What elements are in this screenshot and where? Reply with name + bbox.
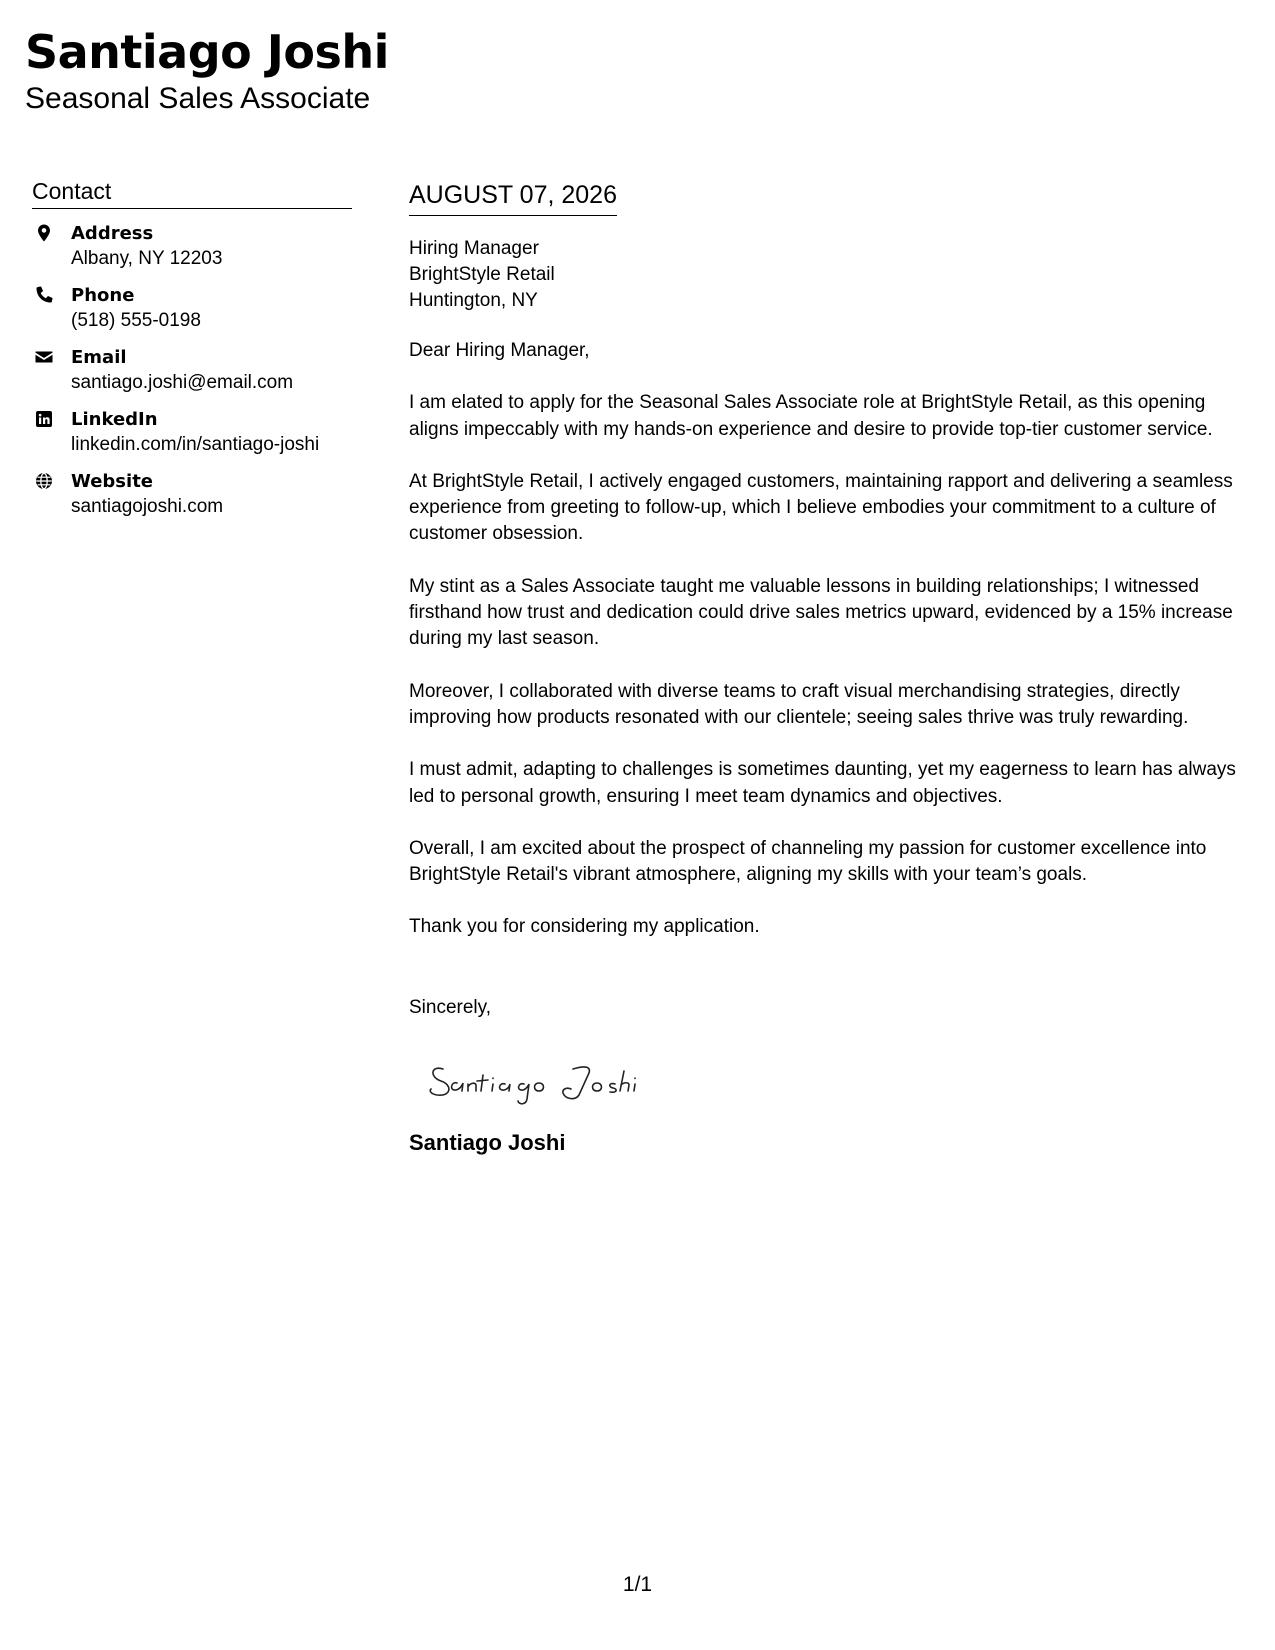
body-paragraph: I must admit, adapting to challenges is sometimes daunting, yet my eagerness to learn has always led to personal growth, ensuring I meet team dynamics and objectives. xyxy=(409,759,1236,807)
body-paragraph: Thank you for considering my application. xyxy=(409,916,760,938)
contact-website xyxy=(32,469,352,519)
contact-value: santiago.joshi@email.com xyxy=(71,372,294,393)
map-pin-icon xyxy=(34,223,54,243)
globe-icon xyxy=(34,471,54,491)
contact-email xyxy=(32,345,352,395)
body-paragraph: I am elated to apply for the Seasonal Sales Associate role at BrightStyle Retail, as this opening aligns impeccably with my hands-on experience and desire to provide top-tier customer service. xyxy=(409,392,1213,440)
contact-label: Website xyxy=(71,471,154,492)
body-paragraph: Overall, I am excited about the prospect of channeling my passion for customer excellence into BrightStyle Retail's vibrant atmosphere, aligning my skills with your team’s goals. xyxy=(409,837,1207,886)
body-paragraph: At BrightStyle Retail, I actively engaged customers, maintaining rapport and delivering a seamless experience from greeting to follow-up, which I believe embodies your commitment to a culture of customer obsession. xyxy=(409,470,1233,545)
page-number: 1/1 xyxy=(622,1573,653,1596)
contact-label: Email xyxy=(71,347,127,368)
signed-name: Santiago Joshi xyxy=(409,1129,566,1155)
envelope-icon xyxy=(34,347,54,367)
letter-header xyxy=(25,22,389,116)
recipient-block xyxy=(409,236,1259,314)
applicant-name: Santiago Joshi xyxy=(25,25,389,79)
contact-value: Albany, NY 12203 xyxy=(71,248,223,269)
recipient-line: BrightStyle Retail xyxy=(409,264,555,285)
linkedin-icon xyxy=(34,409,54,429)
contact-value: linkedin.com/in/santiago-joshi xyxy=(71,434,320,455)
contact-label: LinkedIn xyxy=(71,409,158,430)
contact-heading: Contact xyxy=(32,177,352,209)
contact-label: Phone xyxy=(71,285,135,306)
letter-date: AUGUST 07, 2026 xyxy=(409,180,617,216)
recipient-line: Huntington, NY xyxy=(409,290,538,311)
job-title: Seasonal Sales Associate xyxy=(25,82,371,115)
letter-body xyxy=(409,180,1259,1157)
body-paragraph: Moreover, I collaborated with diverse teams to craft visual merchandising strategies, directly improving how products resonated with our clientele; seeing sales thrive was truly rewarding. xyxy=(409,680,1189,728)
contact-linkedin xyxy=(32,407,352,457)
contact-phone xyxy=(32,283,352,333)
phone-icon xyxy=(34,285,54,305)
handwritten-signature xyxy=(421,1047,1259,1109)
salutation: Dear Hiring Manager, xyxy=(409,340,590,361)
contact-value: (518) 555-0198 xyxy=(71,310,201,331)
contact-label: Address xyxy=(71,223,154,244)
contact-value: santiagojoshi.com xyxy=(71,496,224,517)
recipient-line: Hiring Manager xyxy=(409,238,539,259)
closing: Sincerely, xyxy=(409,996,492,1018)
contact-sidebar xyxy=(32,177,352,531)
body-paragraph: My stint as a Sales Associate taught me valuable lessons in building relationships; I witnessed firsthand how trust and dedication could drive sales metrics upward, evidenced by a 15% increase during my last season. xyxy=(409,575,1233,650)
contact-address xyxy=(32,221,352,271)
